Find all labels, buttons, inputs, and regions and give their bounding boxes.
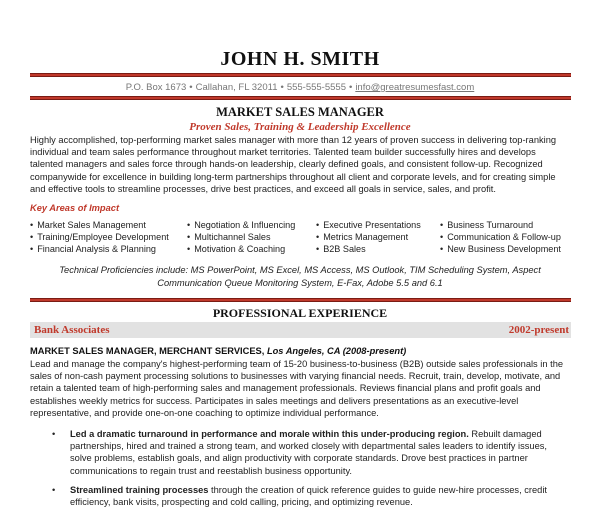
technical-line: Technical Proficiencies include: MS PowerPoint, MS Excel, MS Access, MS Outlook, TIM Scheduling System, Aspect	[59, 265, 541, 275]
achievement-item	[52, 428, 573, 477]
description-line: retain a talented team of high-performing sales and management professionals. Reviews financial plans and profit goals and	[30, 383, 541, 394]
skill-item: • Multichannel Sales	[187, 231, 295, 243]
skills-column	[30, 219, 169, 256]
employer-bar	[30, 322, 571, 338]
skill-item: • Market Sales Management	[30, 219, 169, 231]
role-title: MARKET SALES MANAGER, MERCHANT SERVICES,	[30, 346, 265, 356]
section-rule	[30, 298, 571, 302]
headline-title: MARKET SALES MANAGER	[216, 105, 384, 119]
address: P.O. Box 1673	[125, 82, 187, 93]
skill-item: • Financial Analysis & Planning	[30, 243, 169, 255]
role-description	[30, 358, 573, 419]
phone: 555-555-5555	[286, 82, 346, 93]
skills-column	[440, 219, 561, 256]
header-rule-top	[30, 73, 571, 77]
contact-line: P.O. Box 1673 • Callahan, FL 32011 • 555-555-5555 • info@greatresumesfast.com	[125, 82, 475, 93]
technical-proficiencies	[0, 264, 600, 289]
skill-item: • Communication & Follow-up	[440, 231, 561, 243]
achievement-text: through the creation of quick reference guides to guide new-hire processes, credit	[208, 485, 547, 495]
header-rule-bottom	[30, 96, 571, 100]
employer-name: Bank Associates	[34, 324, 110, 336]
skill-item: • Training/Employee Development	[30, 231, 169, 243]
email-link[interactable]: info@greatresumesfast.com	[355, 82, 475, 93]
achievement-lead: Streamlined training processes	[70, 485, 209, 495]
achievement-item	[52, 484, 573, 508]
skill-item: • Negotiation & Influencing	[187, 219, 295, 231]
skill-item: • Metrics Management	[316, 231, 421, 243]
achievement-text: Rebuilt damaged	[468, 429, 542, 439]
bullet-icon: •	[52, 429, 56, 439]
skill-item: • Business Turnaround	[440, 219, 561, 231]
skill-item: • B2B Sales	[316, 243, 421, 255]
achievement-line: efficiency, bank visits, prospecting and cold calling, pricing, and optimizing revenue.	[70, 497, 413, 508]
summary-line: companywide for excellence in building long-term partnerships throughout all client and corporate levels, and for creating simple	[30, 171, 556, 182]
achievement-lead: Led a dramatic turnaround in performance and morale within this under-producing region.	[70, 429, 469, 439]
description-line: Lead and manage the company's highest-performing team of 15-20 business-to-business (B2B) outside sales professionals in the	[30, 359, 564, 369]
key-areas-heading: Key Areas of Impact	[30, 203, 120, 213]
summary	[30, 134, 573, 195]
skill-item: • Executive Presentations	[316, 219, 421, 231]
summary-line: and effective tools to streamline processes, drive best practices, and exceed all goals in service, sales, and profit.	[30, 183, 496, 194]
skill-item: • Motivation & Coaching	[187, 243, 295, 255]
role-location: Los Angeles, CA (2008-present)	[266, 346, 407, 356]
description-line: sales of non-cash payment processing solutions to businesses with varying financial needs. Recruit, train, develop, motivate, and	[30, 371, 561, 382]
employment-dates: 2002-present	[508, 324, 569, 336]
summary-line: talented managers and sales force through hands-on leadership, clearly defined goals, and consistent follow-up. Recognized	[30, 159, 543, 170]
bullet-icon: •	[52, 485, 56, 495]
candidate-name: JOHN H. SMITH	[220, 48, 380, 70]
achievement-line: partnerships, hired and trained a strong team, and worked closely with departmental sales leaders to identify issues,	[70, 441, 547, 452]
role-heading	[30, 346, 406, 356]
description-line: representative, and provide one-on-one coaching to optimize individual performance.	[30, 407, 379, 418]
headline-subtitle: Proven Sales, Training & Leadership Excellence	[189, 121, 411, 133]
description-line: establishes weekly metrics for success. Participates in sales meetings and delivers presentations as an executive-level	[30, 395, 519, 406]
skill-item: • New Business Development	[440, 243, 561, 255]
skills-column	[316, 219, 421, 256]
city: Callahan, FL 32011	[195, 82, 278, 93]
skills-column	[187, 219, 295, 256]
summary-line: individual and team sales performance throughout market territories. Talented team builder successfully hires and develops	[30, 147, 536, 158]
summary-line: Highly accomplished, top-performing market sales manager with more than 12 years of proven success in delivering top-ranking	[30, 135, 557, 145]
experience-heading: PROFESSIONAL EXPERIENCE	[212, 306, 388, 320]
technical-line: Communication Queue Monitoring System, E-Fax, Adobe 5.5 and 6.1	[157, 277, 443, 288]
achievement-line: communications to regain trust and reestablish business opportunity.	[70, 465, 352, 476]
achievement-line: solve problems, establish goals, and align productivity with corporate standards. Drove best practices in partner	[70, 453, 528, 464]
